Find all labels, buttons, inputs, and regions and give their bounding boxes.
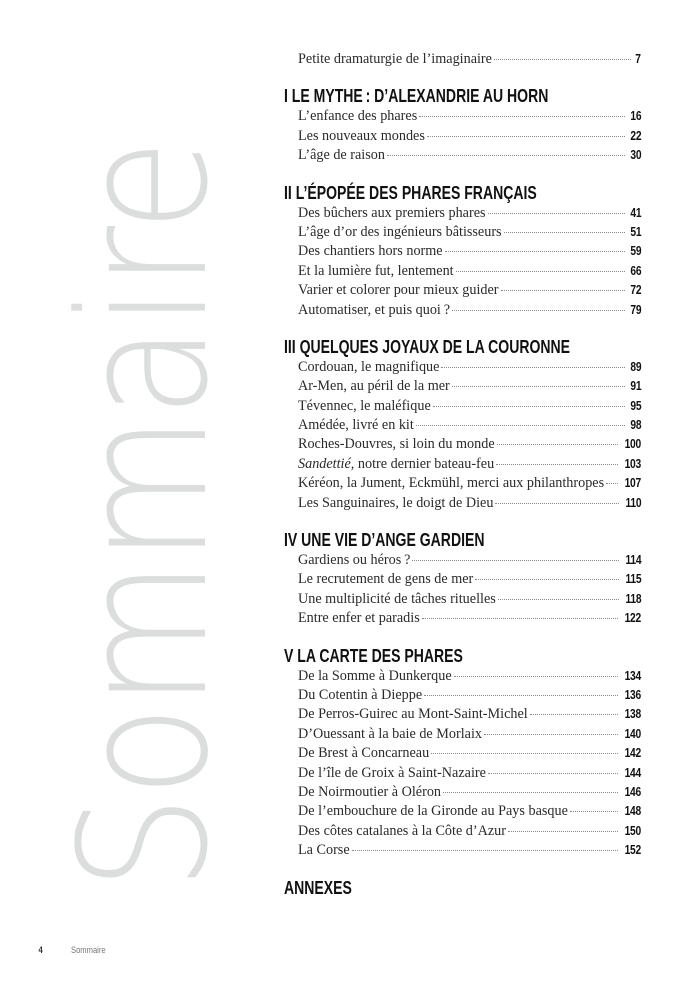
toc-entry-page: 118 [625, 591, 641, 606]
toc-entry-label-rest: , notre dernier bateau-feu [350, 455, 495, 472]
toc-entry-page: 122 [624, 611, 641, 626]
toc-entry[interactable] [284, 570, 641, 589]
dot-leader [488, 213, 625, 214]
dot-leader [441, 367, 624, 368]
toc-entry-label: Varier et colorer pour mieux guider [298, 282, 499, 299]
toc-entry-page: 136 [624, 687, 641, 702]
toc-entry-label: De Brest à Concarneau [298, 745, 430, 762]
toc-entry-label: Les nouveaux mondes [298, 127, 425, 144]
toc-entry-label: Roches-Douvres, si loin du monde [298, 436, 495, 453]
toc-entry-label: L’âge de raison [298, 147, 385, 164]
toc-entry[interactable] [284, 802, 641, 821]
toc-entry[interactable] [284, 841, 641, 860]
toc-entry-page: 103 [624, 456, 641, 471]
toc-entry-page: 115 [625, 572, 641, 587]
dot-leader [352, 850, 618, 851]
toc-entry-label: De l’embouchure de la Gironde au Pays basque [298, 803, 568, 820]
toc-entry-intro[interactable] [284, 50, 641, 69]
toc-entry[interactable] [284, 377, 641, 396]
toc-entry-label: Les Sanguinaires, le doigt de Dieu [298, 494, 494, 511]
toc-entry-label: Gardiens ou héros ? [298, 552, 411, 569]
toc-entry-label: Des chantiers hors norme [298, 243, 443, 260]
dot-leader [496, 464, 618, 465]
toc-entry[interactable] [284, 358, 641, 377]
toc-entry-page: 41 [630, 205, 641, 220]
toc-entry[interactable] [284, 416, 641, 435]
section-heading-annexes[interactable]: ANNEXES [284, 877, 352, 898]
toc-entry[interactable] [284, 667, 641, 686]
section-heading-3[interactable]: III QUELQUES JOYAUX DE LA COURONNE [284, 336, 571, 357]
toc-entry[interactable] [284, 686, 641, 705]
page-number: 4 [38, 945, 43, 956]
toc-entry[interactable] [284, 764, 641, 783]
toc-entry-page: 95 [630, 398, 641, 413]
toc-entry-label: Entre enfer et paradis [298, 610, 420, 627]
dot-leader [431, 753, 618, 754]
dot-leader [498, 599, 619, 600]
dot-leader [416, 425, 625, 426]
toc-entry[interactable] [284, 783, 641, 802]
dot-leader [412, 560, 618, 561]
toc-entry[interactable] [284, 551, 641, 570]
toc-entry-page: 150 [624, 823, 641, 838]
dot-leader [424, 695, 618, 696]
toc-entry-page: 140 [624, 726, 641, 741]
toc-entry-page: 7 [635, 52, 641, 66]
dot-leader [443, 792, 618, 793]
toc-entry[interactable] [284, 435, 641, 454]
toc-entry-label: L’enfance des phares [298, 108, 418, 125]
toc-entry-label [298, 455, 494, 474]
dot-leader [495, 503, 618, 504]
toc-entry-label-italic: Sandettié [298, 455, 351, 472]
dot-leader [494, 59, 631, 60]
toc-entry-label: D’Ouessant à la baie de Morlaix [298, 725, 482, 742]
toc-entry[interactable] [284, 397, 641, 416]
toc-entry[interactable] [284, 262, 641, 281]
toc-entry-page: 51 [630, 224, 641, 239]
toc-entry-page: 146 [624, 784, 641, 799]
toc-entry-page: 152 [624, 843, 641, 858]
toc-entry-page: 107 [624, 476, 641, 491]
toc-entry-label: Et la lumière fut, lentement [298, 262, 454, 279]
page-footer [38, 945, 115, 956]
toc-entry-label: De Noirmoutier à Oléron [298, 783, 442, 800]
toc-entry-label: Ar-Men, au péril de la mer [298, 378, 450, 395]
dot-leader [504, 232, 625, 233]
toc-entry-label: Automatiser, et puis quoi ? [298, 301, 451, 318]
toc-entry-page: 16 [630, 109, 641, 124]
toc-entry-page: 134 [624, 668, 641, 683]
toc-entry[interactable] [284, 146, 641, 165]
running-title: Sommaire [71, 945, 106, 956]
section-heading-5[interactable]: V LA CARTE DES PHARES [284, 645, 463, 666]
toc-entry-page: 144 [624, 765, 641, 780]
dot-leader [475, 579, 618, 580]
toc-entry-page: 59 [630, 244, 641, 259]
dot-leader [387, 155, 625, 156]
toc-entry-page: 66 [630, 263, 641, 278]
dot-leader [433, 406, 625, 407]
dot-leader [452, 386, 625, 387]
toc-entry-label: De Perros-Guirec au Mont-Saint-Michel [298, 706, 528, 723]
toc-entry-label: L’âge d’or des ingénieurs bâtisseurs [298, 223, 502, 240]
dot-leader [419, 116, 624, 117]
section-heading-4[interactable]: IV UNE VIE D’ANGE GARDIEN [284, 530, 485, 551]
toc-entry[interactable] [284, 204, 641, 223]
toc-entry[interactable] [284, 822, 641, 841]
toc-entry[interactable] [284, 455, 641, 474]
toc-entry[interactable] [284, 301, 641, 320]
toc-entry-page: 30 [630, 148, 641, 163]
dot-leader [488, 773, 618, 774]
toc-entry-label: Amédée, livré en kit [298, 417, 414, 434]
toc-entry-label: Kéréon, la Jument, Eckmühl, merci aux philanthropes [298, 475, 605, 492]
toc-entry-page: 91 [630, 379, 641, 394]
dot-leader [530, 714, 618, 715]
toc-entry[interactable] [284, 705, 641, 724]
dot-leader [456, 271, 625, 272]
toc-entry[interactable] [284, 223, 641, 242]
toc-entry-page: 100 [624, 437, 641, 452]
toc-entry-label: De l’île de Groix à Saint-Nazaire [298, 764, 486, 781]
toc-entry-page: 114 [625, 553, 641, 568]
dot-leader [452, 310, 625, 311]
toc-entry[interactable] [284, 474, 641, 493]
toc-entry-label: Des côtes catalanes à la Côte d’Azur [298, 822, 506, 839]
dot-leader [422, 618, 618, 619]
toc-entry-label: Cordouan, le magnifique [298, 358, 440, 375]
toc-entry-page: 22 [630, 128, 641, 143]
dot-leader [445, 251, 625, 252]
toc-entry-label: Petite dramaturgie de l’imaginaire [298, 51, 492, 67]
toc-entry-page: 72 [630, 283, 641, 298]
toc-entry[interactable] [284, 281, 641, 300]
dot-leader [501, 290, 625, 291]
toc-entry[interactable] [284, 107, 641, 126]
dot-leader [508, 831, 618, 832]
toc-entry-label: Une multiplicité de tâches rituelles [298, 590, 496, 607]
dot-leader [606, 483, 618, 484]
toc-entry-page: 110 [625, 495, 641, 510]
section-heading-2[interactable]: II L’ÉPOPÉE DES PHARES FRANÇAIS [284, 182, 537, 203]
toc-entry[interactable] [284, 127, 641, 146]
section-heading-1[interactable]: I LE MYTHE : D’ALEXANDRIE AU HORN [284, 86, 549, 107]
toc-entry-label: Tévennec, le maléfique [298, 397, 431, 414]
toc-entry-page: 98 [630, 418, 641, 433]
toc-entry-page: 142 [624, 746, 641, 761]
toc-entry[interactable] [284, 242, 641, 261]
toc-entry[interactable] [284, 609, 641, 628]
dot-leader [497, 444, 618, 445]
toc-entry-page: 79 [630, 302, 641, 317]
dot-leader [570, 811, 618, 812]
toc-entry[interactable] [284, 725, 641, 744]
side-title [42, 19, 247, 891]
toc-entry[interactable] [284, 494, 641, 513]
toc-entry-label: De la Somme à Dunkerque [298, 667, 452, 684]
toc-entry-label: Le recrutement de gens de mer [298, 571, 474, 588]
toc-entry-page: 138 [624, 707, 641, 722]
table-of-contents [284, 50, 641, 899]
toc-entry-label: La Corse [298, 842, 350, 859]
toc-entry-label: Des bûchers aux premiers phares [298, 204, 486, 221]
toc-entry-page: 89 [630, 359, 641, 374]
dot-leader [454, 676, 618, 677]
side-title-text: Sommaire [42, 141, 247, 891]
toc-entry[interactable] [284, 744, 641, 763]
toc-entry-page: 148 [624, 804, 641, 819]
dot-leader [427, 136, 625, 137]
toc-entry[interactable] [284, 590, 641, 609]
dot-leader [484, 734, 618, 735]
toc-entry-label: Du Cotentin à Dieppe [298, 686, 423, 703]
